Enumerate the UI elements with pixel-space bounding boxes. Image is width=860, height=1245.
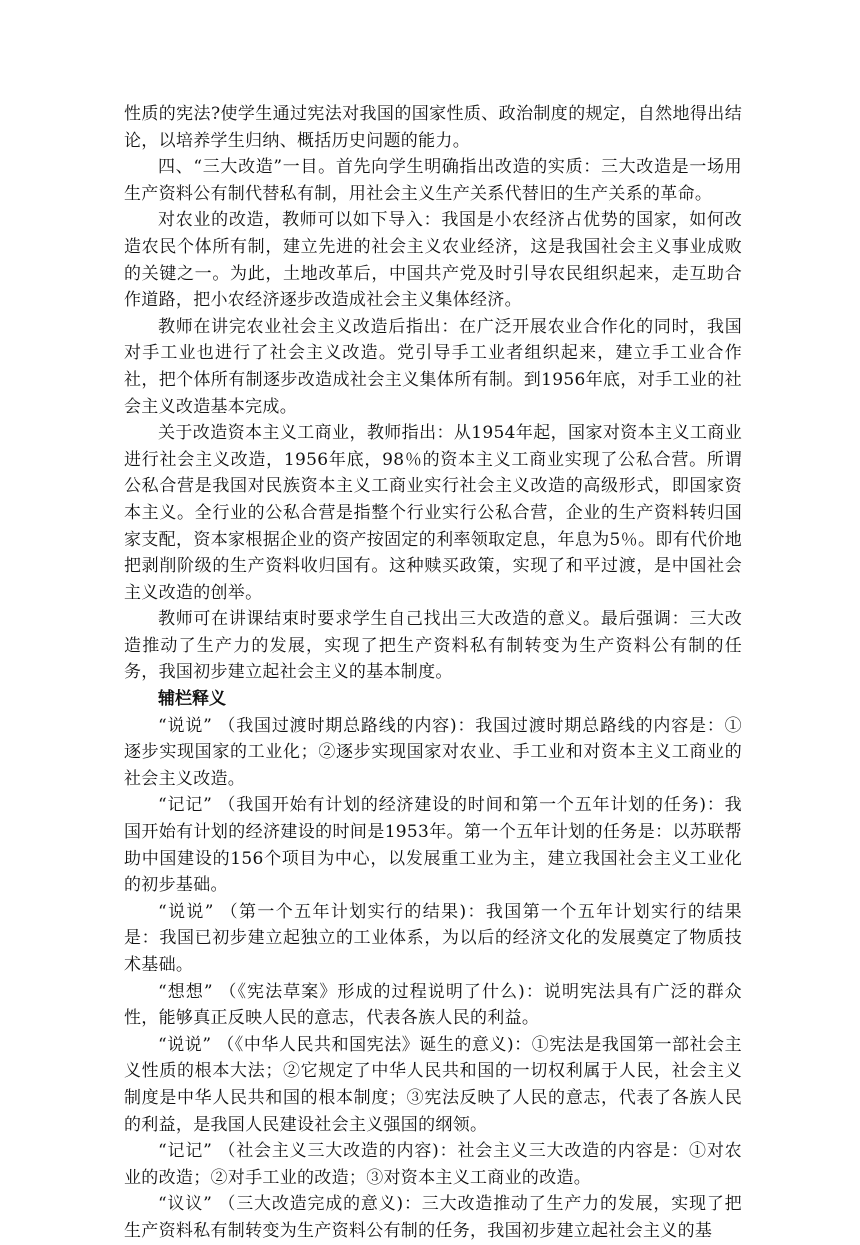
note-paragraph: [124, 713, 742, 793]
note-label: “说说”: [158, 1034, 212, 1055]
note-paragraph: [124, 1191, 742, 1244]
note-label: “说说”: [158, 715, 213, 736]
note-label: “记记”: [158, 1141, 213, 1162]
note-label: “记记”: [158, 795, 213, 816]
section-heading: 辅栏释义: [158, 689, 226, 710]
note-paragraph: [124, 1032, 742, 1138]
note-paragraph: [124, 792, 742, 898]
note-text: （第一个五年计划实行的结果)：我国第一个五年计划实行的结果是：我国已初步建立起独立的工业体系，为以后的经济文化的发展奠定了物质技术基础。: [124, 901, 742, 975]
note-text: （《中华人民共和国宪法》诞生的意义)：①宪法是我国第一部社会主义性质的根本大法；②它规定了中华人民共和国的一切权利属于人民，社会主义制度是中华人民共和国的根本制度；③宪法反映了人民的意志，代表了各族人民的利益，是我国人民建设社会主义强国的纲领。: [124, 1034, 742, 1135]
note-text: （《宪法草案》形成的过程说明了什么)：说明宪法具有广泛的群众性，能够真正反映人民的意志，代表各族人民的利益。: [124, 981, 742, 1029]
document-body: [124, 101, 742, 1245]
paragraph-three-reforms-intro: 四、“三大改造”一目。首先向学生明确指出改造的实质：三大改造是一场用生产资料公有制代替私有制，用社会主义生产关系代替旧的生产关系的革命。: [124, 157, 742, 204]
note-label: “说说”: [158, 901, 214, 922]
note-text: （我国开始有计划的经济建设的时间和第一个五年计划的任务)：我国开始有计划的经济建设的时间是1953年。第一个五年计划的任务是：以苏联帮助中国建设的156个项目为中心，以发展重工业为主，建立我国社会主义工业化的初步基础。: [124, 795, 742, 896]
paragraph-handicraft-reform: 教师在讲完农业社会主义改造后指出：在广泛开展农业合作化的同时，我国对手工业也进行了社会主义改造。党引导手工业者组织起来，建立手工业合作社，把个体所有制逐步改造成社会主义集体所有制。到1956年底，对手工业的社会主义改造基本完成。: [124, 316, 742, 417]
paragraph-capitalist-reform: 关于改造资本主义工商业，教师指出：从1954年起，国家对资本主义工商业进行社会主义改造，1956年底，98％的资本主义工商业实现了公私合营。所谓公私合营是我国对民族资本主义工商业实行社会主义改造的高级形式，即国家资本主义。全行业的公私合营是指整个行业实行公私合营，企业的生产资料转归国家支配，资本家根据企业的资产按固定的利率领取定息，年息为5％。即有代价地把剥削阶级的生产资料收归国有。这种赎买政策，实现了和平过渡，是中国社会主义改造的创举。: [124, 423, 742, 603]
paragraph-agriculture-reform: 对农业的改造，教师可以如下导入：我国是小农经济占优势的国家，如何改造农民个体所有制，建立先进的社会主义农业经济，这是我国社会主义事业成败的关键之一。为此，土地改革后，中国共产党及时引导农民组织起来，走互助合作道路，把小农经济逐步改造成社会主义集体经济。: [124, 210, 742, 311]
paragraph-continuation: 性质的宪法?使学生通过宪法对我国的国家性质、政治制度的规定，自然地得出结论，以培养学生归纳、概括历史问题的能力。: [124, 104, 742, 151]
note-text: （三大改造完成的意义)：三大改造推动了生产力的发展，实现了把生产资料私有制转变为生产资料公有制的任务，我国初步建立起社会主义的基: [124, 1194, 742, 1241]
note-paragraph: [124, 979, 742, 1032]
note-label: “议议”: [158, 1194, 213, 1215]
note-text: （我国过渡时期总路线的内容)：我国过渡时期总路线的内容是：①逐步实现国家的工业化；②逐步实现国家对农业、手工业和对资本主义工商业的社会主义改造。: [124, 715, 742, 789]
note-text: （社会主义三大改造的内容)：社会主义三大改造的内容是：①对农业的改造；②对手工业的改造；③对资本主义工商业的改造。: [124, 1141, 742, 1188]
paragraph-summary: 教师可在讲课结束时要求学生自己找出三大改造的意义。最后强调：三大改造推动了生产力的发展，实现了把生产资料私有制转变为生产资料公有制的任务，我国初步建立起社会主义的基本制度。: [124, 609, 742, 683]
note-label: “想想”: [158, 981, 213, 1002]
note-paragraph: [124, 1138, 742, 1191]
note-paragraph: [124, 899, 742, 979]
